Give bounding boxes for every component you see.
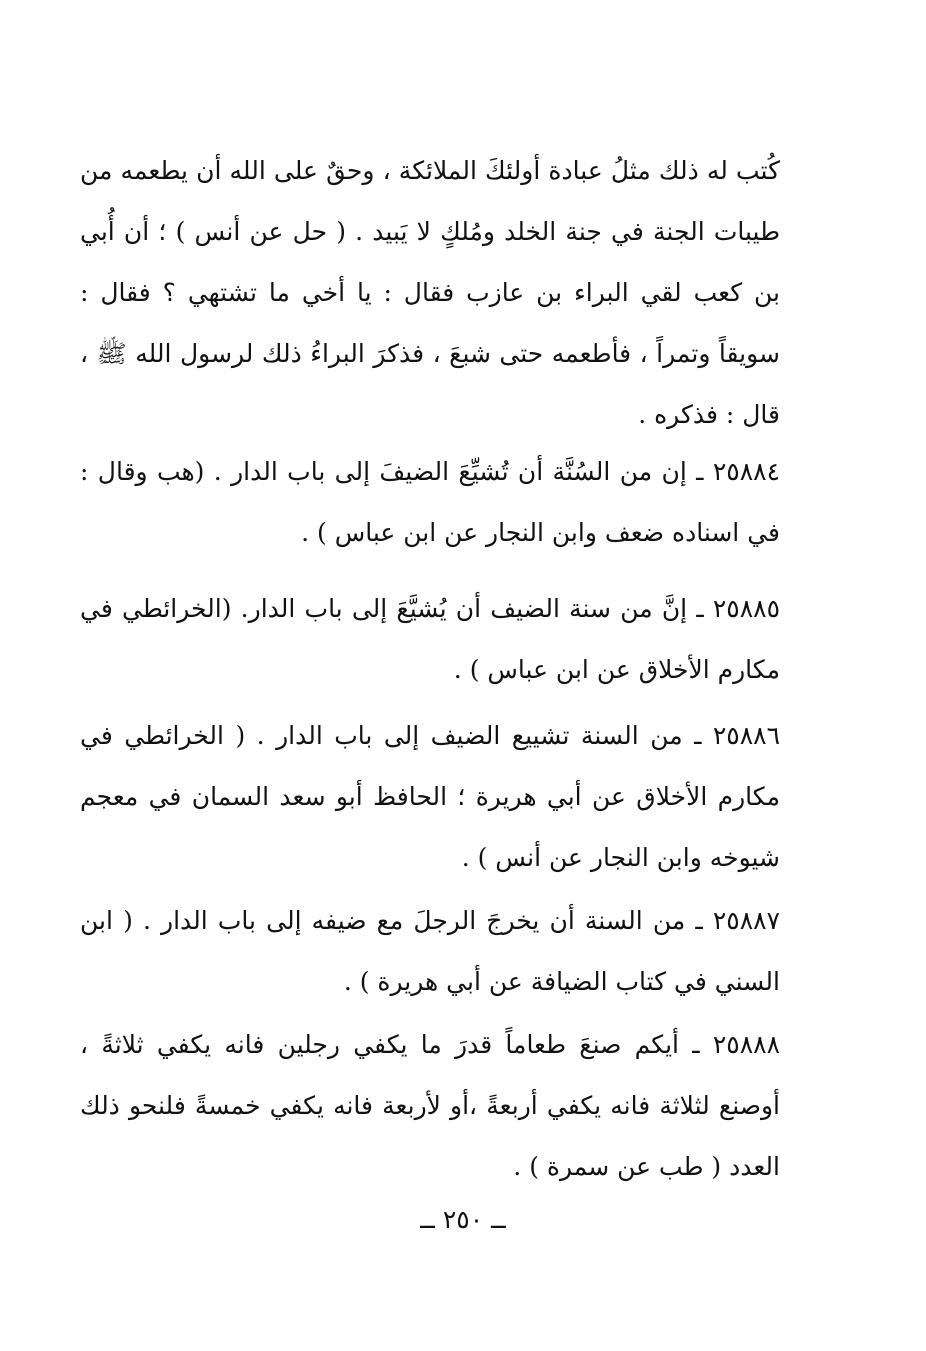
hadith-25885 [80, 578, 780, 700]
paragraph-text: ٢٥٨٨٧ ـ من السنة أن يخرجَ الرجلَ مع ضيفه إلى باب الدار . ( ابن السني في كتاب الضيافة عن أبي هريرة ) . [80, 906, 780, 996]
paragraph-text: ٢٥٨٨٦ ـ من السنة تشييع الضيف إلى باب الدار . ( الخرائطي في مكارم الأخلاق عن أبي هريرة ؛ الحافظ أبو سعد السمان في معجم شيوخه وابن النجار عن أنس ) . [80, 721, 780, 872]
hadith-25888 [80, 1014, 780, 1197]
page-number: ــ ٢٥٠ ــ [420, 1205, 506, 1234]
paragraph-text: ٢٥٨٨٥ ـ إنَّ من سنة الضيف أن يُشيَّعَ إلى باب الدار. (الخرائطي في مكارم الأخلاق عن ابن عباس ) . [80, 594, 780, 684]
paragraph-text: ٢٥٨٨٤ ـ إن من السُنَّة أن تُشيِّعَ الضيفَ إلى باب الدار . (هب وقال : في اسناده ضعف وابن النجار عن ابن عباس ) . [80, 457, 780, 547]
hadith-25887 [80, 890, 780, 1012]
hadith-25884 [80, 441, 780, 563]
paragraph-intro [80, 140, 780, 445]
paragraph-text: ٢٥٨٨٨ ـ أيكم صنعَ طعاماً قدرَ ما يكفي رجلين فانه يكفي ثلاثةً ، أوصنع لثلاثة فانه يكفي أربعةً ،أو لأربعة فانه يكفي خمسةً فلنحو ذلك العدد ( طب عن سمرة ) . [80, 1030, 780, 1181]
paragraph-text: كُتب له ذلك مثلُ عبادة أولئكَ الملائكة ، وحقٌ على الله أن يطعمه من طيبات الجنة في جنة الخلد ومُلكٍ لا يَبيد . ( حل عن أنس ) ؛ أن أُبي بن كعب لقي البراء بن عازب فقال : يا أخي ما تشتهي ؟ فقال : سويقاً وتمراً ، فأطعمه حتى شبعَ ، فذكرَ البراءُ ذلك لرسول الله ﷺ ، قال : فذكره . [80, 156, 780, 429]
hadith-25886 [80, 705, 780, 888]
